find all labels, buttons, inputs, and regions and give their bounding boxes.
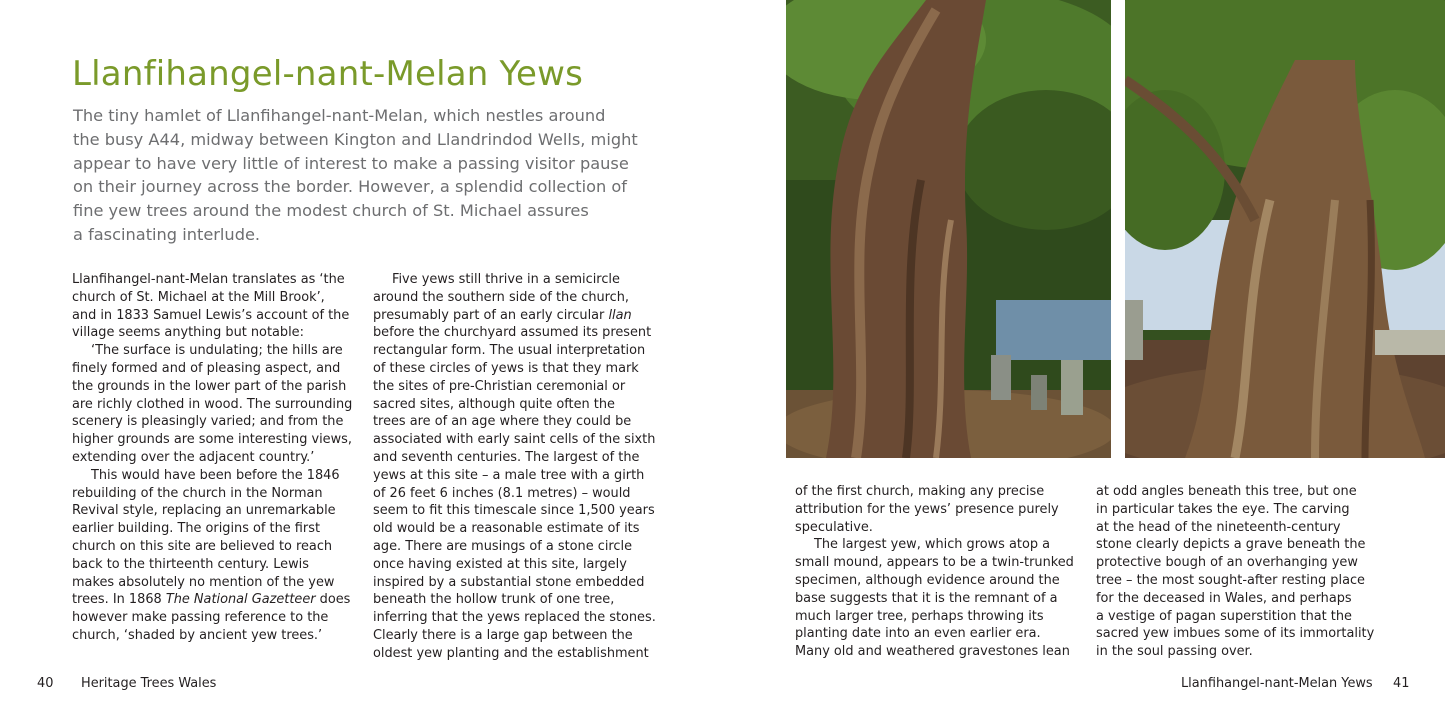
left-page-number: 40 xyxy=(37,676,54,691)
body-line: are richly clothed in wood. The surrounding xyxy=(72,396,353,412)
body-line: at odd angles beneath this tree, but one xyxy=(1096,484,1357,499)
body-column-3 xyxy=(795,483,1080,661)
body-column-2 xyxy=(373,271,658,663)
body-line: scenery is pleasingly varied; and from the xyxy=(72,414,344,430)
body-line: a vestige of pagan superstition that the xyxy=(1096,608,1352,624)
intro-line: fine yew trees around the modest church of St. Michael assures xyxy=(73,201,589,221)
body-line: trees are of an age where they could be xyxy=(373,414,632,430)
body-line: small mound, appears to be a twin-trunked xyxy=(795,555,1074,571)
body-line: seem to fit this timescale since 1,500 years xyxy=(373,503,655,519)
body-line: The largest yew, which grows atop a xyxy=(814,537,1051,553)
body-line: associated with early saint cells of the sixth xyxy=(373,432,656,448)
body-line: base suggests that it is the remnant of a xyxy=(795,590,1058,606)
yew-tree-illustration xyxy=(1125,0,1445,458)
body-line: in particular takes the eye. The carving xyxy=(1096,501,1350,517)
body-line: higher grounds are some interesting views, xyxy=(72,432,352,448)
body-line: Five yews still thrive in a semicircle xyxy=(392,272,620,287)
body-line: once having existed at this site, largely xyxy=(373,556,627,572)
body-line: the sites of pre-Christian ceremonial or xyxy=(373,378,626,394)
body-column-4 xyxy=(1096,483,1381,661)
body-line: back to the thirteenth century. Lewis xyxy=(72,556,309,572)
body-line: around the southern side of the church, xyxy=(373,289,630,305)
right-page-number: 41 xyxy=(1393,676,1410,691)
body-line: finely formed and of pleasing aspect, and xyxy=(72,360,341,376)
intro-paragraph xyxy=(73,104,638,247)
intro-line: the busy A44, midway between Kington and Llandrindod Wells, might xyxy=(73,129,638,149)
body-line: inspired by a substantial stone embedded xyxy=(373,574,645,590)
body-line: tree – the most sought-after resting place xyxy=(1096,572,1365,588)
body-line: planting date into an even earlier era. xyxy=(795,626,1041,642)
body-line: extending over the adjacent country.’ xyxy=(72,449,315,465)
body-line: Revival style, replacing an unremarkable xyxy=(72,503,336,519)
body-line: at the head of the nineteenth-century xyxy=(1096,519,1341,535)
body-line: church on this site are believed to reach xyxy=(72,538,333,554)
right-running-title: Llanfihangel-nant-Melan Yews xyxy=(1181,676,1373,691)
yew-tree-photo-right xyxy=(1125,0,1445,458)
body-line: sacred yew imbues some of its immortality xyxy=(1096,626,1375,642)
body-line: however make passing reference to the xyxy=(72,610,329,626)
body-line: protective bough of an overhanging yew xyxy=(1096,555,1358,571)
body-line xyxy=(72,591,357,609)
body-text: presumably part of an early circular xyxy=(373,307,609,323)
body-line xyxy=(373,307,658,325)
left-running-title: Heritage Trees Wales xyxy=(81,676,217,691)
welsh-term: llan xyxy=(608,307,632,323)
body-line: old would be a reasonable estimate of its xyxy=(373,521,640,537)
body-line: Clearly there is a large gap between the xyxy=(373,627,633,643)
body-line: village seems anything but notable: xyxy=(72,325,304,341)
intro-line: on their journey across the border. However, a splendid collection of xyxy=(73,177,627,197)
body-line: of the first church, making any precise xyxy=(795,484,1045,499)
body-line: oldest yew planting and the establishment xyxy=(373,645,649,661)
body-line: and seventh centuries. The largest of the xyxy=(373,449,640,465)
body-text: trees. In 1868 xyxy=(72,592,166,608)
body-line: church of St. Michael at the Mill Brook’, xyxy=(72,289,325,305)
body-line: of these circles of yews is that they mark xyxy=(373,360,639,376)
body-text: does xyxy=(315,592,351,608)
body-line: attribution for the yews’ presence purely xyxy=(795,501,1059,517)
yew-tree-photo-left xyxy=(786,0,1111,458)
yew-tree-illustration xyxy=(786,0,1111,458)
body-line: before the churchyard assumed its present xyxy=(373,325,652,341)
body-line: speculative. xyxy=(795,519,873,535)
publication-title: The National Gazetteer xyxy=(165,592,316,608)
body-line: rebuilding of the church in the Norman xyxy=(72,485,323,501)
body-line: Many old and weathered gravestones lean xyxy=(795,644,1070,660)
body-line: church, ‘shaded by ancient yew trees.’ xyxy=(72,627,323,643)
body-line: beneath the hollow trunk of one tree, xyxy=(373,592,615,608)
body-line: earlier building. The origins of the first xyxy=(72,521,320,537)
body-line: the grounds in the lower part of the parish xyxy=(72,378,347,394)
body-line: This would have been before the 1846 xyxy=(91,467,340,483)
body-line: Llanfihangel-nant-Melan translates as ‘the xyxy=(72,272,345,287)
body-column-1 xyxy=(72,271,357,645)
body-line: of 26 feet 6 inches (8.1 metres) – would xyxy=(373,485,631,501)
body-line: age. There are musings of a stone circle xyxy=(373,538,633,554)
body-line: inferring that the yews replaced the stones. xyxy=(373,610,656,626)
body-line: makes absolutely no mention of the yew xyxy=(72,574,335,590)
page-title: Llanfihangel-nant-Melan Yews xyxy=(72,54,584,94)
body-line: much larger tree, perhaps throwing its xyxy=(795,608,1044,624)
body-line: yews at this site – a male tree with a girth xyxy=(373,467,645,483)
body-line: sacred sites, although quite often the xyxy=(373,396,615,412)
body-line: in the soul passing over. xyxy=(1096,644,1253,660)
body-line: rectangular form. The usual interpretation xyxy=(373,343,646,359)
body-line: and in 1833 Samuel Lewis’s account of the xyxy=(72,307,350,323)
body-line: stone clearly depicts a grave beneath the xyxy=(1096,537,1366,553)
body-line: ‘The surface is undulating; the hills are xyxy=(91,343,343,359)
intro-line: appear to have very little of interest to make a passing visitor pause xyxy=(73,153,629,173)
intro-line: a fascinating interlude. xyxy=(73,224,261,244)
intro-line: The tiny hamlet of Llanfihangel-nant-Melan, which nestles around xyxy=(73,106,606,125)
body-line: for the deceased in Wales, and perhaps xyxy=(1096,590,1352,606)
body-line: specimen, although evidence around the xyxy=(795,572,1060,588)
